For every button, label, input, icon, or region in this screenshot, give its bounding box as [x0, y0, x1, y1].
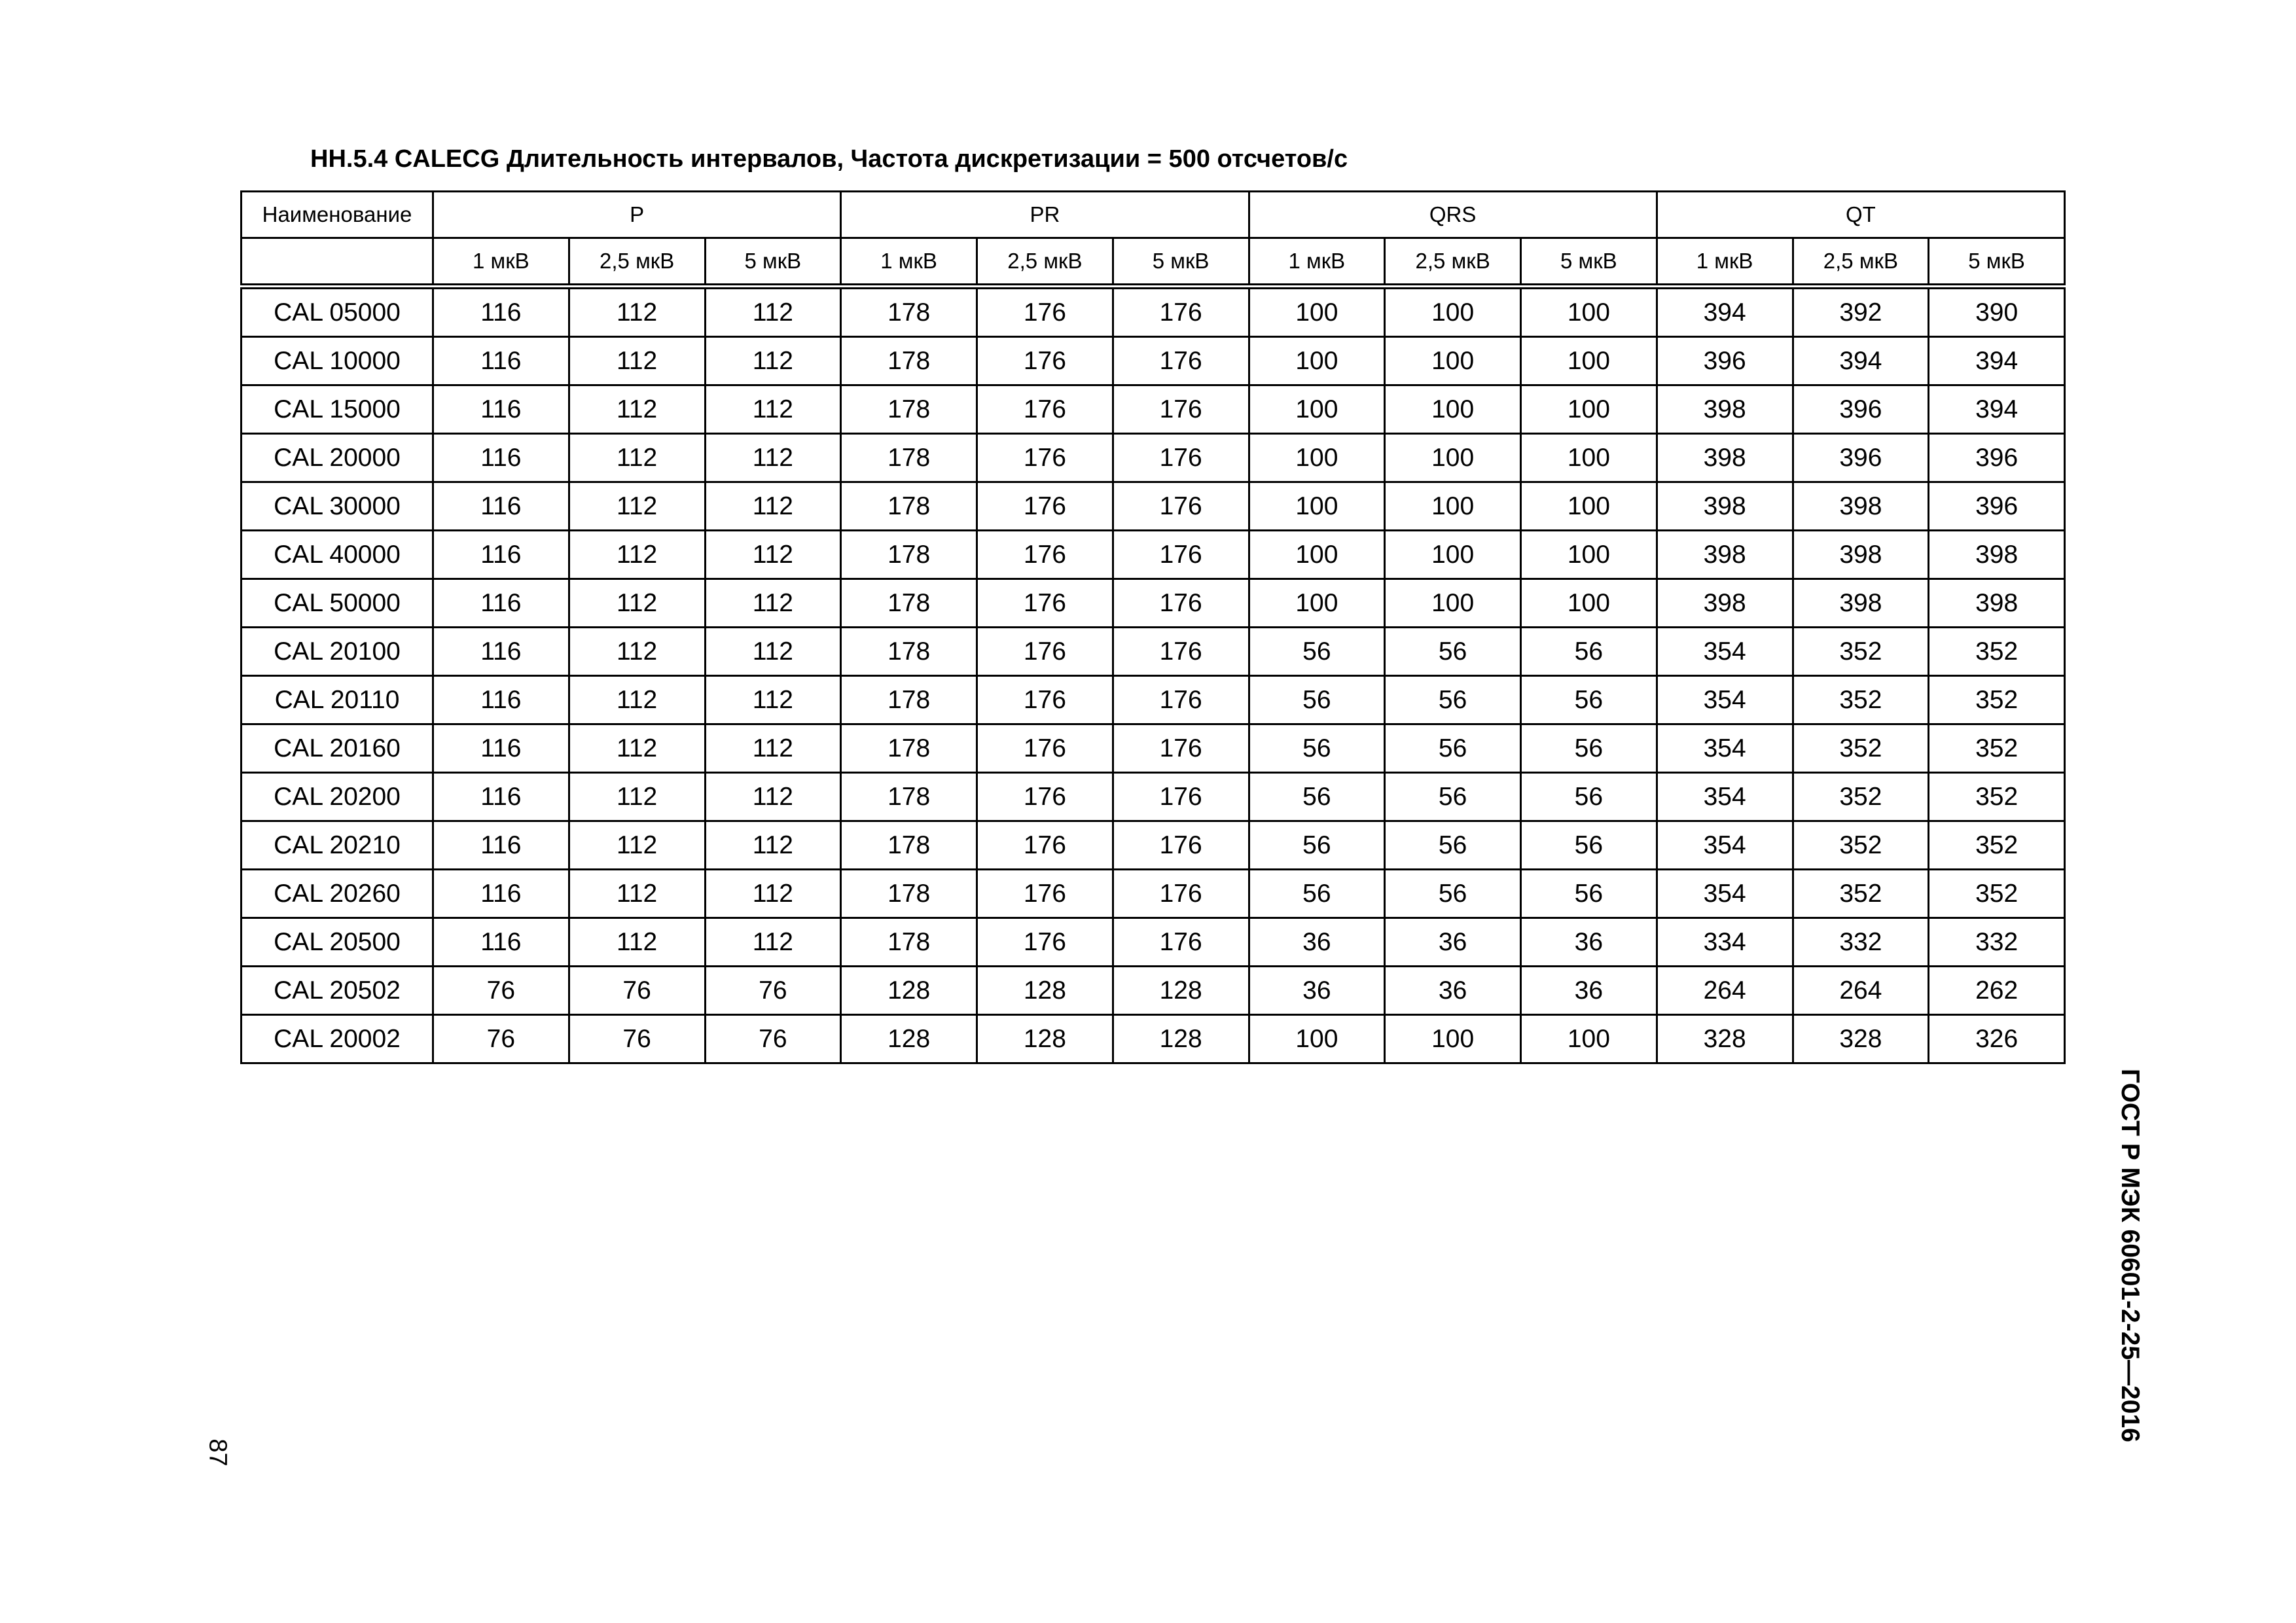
- value-cell: 178: [841, 579, 977, 628]
- value-cell: 176: [977, 337, 1113, 385]
- row-name-cell: CAL 20210: [242, 821, 433, 870]
- row-name-cell: CAL 40000: [242, 531, 433, 579]
- value-cell: 352: [1793, 724, 1929, 773]
- value-cell: 332: [1793, 918, 1929, 967]
- value-cell: 354: [1657, 628, 1793, 676]
- interval-duration-table: [240, 190, 2066, 1064]
- table-caption: HH.5.4 CALECG Длительность интервалов, Частота дискретизации = 500 отсчетов/с: [310, 145, 1348, 173]
- value-cell: 112: [705, 531, 841, 579]
- value-cell: 116: [433, 579, 569, 628]
- value-cell: 176: [977, 918, 1113, 967]
- value-cell: 398: [1657, 434, 1793, 482]
- value-cell: 100: [1249, 579, 1385, 628]
- value-cell: 176: [977, 628, 1113, 676]
- row-name-cell: CAL 20200: [242, 773, 433, 821]
- subheader-row: [242, 238, 2065, 287]
- value-cell: 352: [1929, 821, 2065, 870]
- subheader-cell: 2,5 мкВ: [977, 238, 1113, 287]
- value-cell: 56: [1521, 773, 1657, 821]
- value-cell: 354: [1657, 676, 1793, 724]
- value-cell: 398: [1793, 531, 1929, 579]
- value-cell: 112: [705, 434, 841, 482]
- value-cell: 128: [1113, 1015, 1249, 1063]
- value-cell: 100: [1521, 337, 1657, 385]
- value-cell: 112: [569, 434, 705, 482]
- row-name-cell: CAL 20500: [242, 918, 433, 967]
- value-cell: 178: [841, 724, 977, 773]
- value-cell: 390: [1929, 287, 2065, 337]
- value-cell: 262: [1929, 967, 2065, 1015]
- value-cell: 116: [433, 434, 569, 482]
- value-cell: 112: [569, 918, 705, 967]
- value-cell: 398: [1657, 385, 1793, 434]
- subheader-cell: 5 мкВ: [1521, 238, 1657, 287]
- value-cell: 116: [433, 337, 569, 385]
- value-cell: 100: [1521, 1015, 1657, 1063]
- value-cell: 100: [1521, 531, 1657, 579]
- value-cell: 116: [433, 385, 569, 434]
- table-row: [242, 724, 2065, 773]
- value-cell: 112: [705, 579, 841, 628]
- value-cell: 398: [1793, 482, 1929, 531]
- value-cell: 176: [977, 434, 1113, 482]
- value-cell: 352: [1929, 773, 2065, 821]
- value-cell: 354: [1657, 821, 1793, 870]
- group-header-row: [242, 192, 2065, 238]
- value-cell: 352: [1793, 628, 1929, 676]
- value-cell: 100: [1249, 385, 1385, 434]
- row-name-cell: CAL 20160: [242, 724, 433, 773]
- value-cell: 116: [433, 287, 569, 337]
- value-cell: 112: [705, 821, 841, 870]
- table-row: [242, 531, 2065, 579]
- value-cell: 112: [569, 628, 705, 676]
- value-cell: 56: [1521, 628, 1657, 676]
- value-cell: 178: [841, 434, 977, 482]
- value-cell: 178: [841, 482, 977, 531]
- value-cell: 76: [705, 967, 841, 1015]
- value-cell: 178: [841, 385, 977, 434]
- value-cell: 176: [977, 773, 1113, 821]
- value-cell: 394: [1793, 337, 1929, 385]
- value-cell: 100: [1385, 531, 1521, 579]
- value-cell: 176: [1113, 676, 1249, 724]
- value-cell: 398: [1929, 579, 2065, 628]
- value-cell: 116: [433, 482, 569, 531]
- value-cell: 176: [977, 531, 1113, 579]
- value-cell: 100: [1249, 482, 1385, 531]
- value-cell: 56: [1521, 676, 1657, 724]
- row-name-cell: CAL 20100: [242, 628, 433, 676]
- value-cell: 176: [1113, 773, 1249, 821]
- value-cell: 100: [1249, 1015, 1385, 1063]
- value-cell: 176: [1113, 918, 1249, 967]
- value-cell: 100: [1521, 579, 1657, 628]
- value-cell: 100: [1249, 337, 1385, 385]
- value-cell: 100: [1521, 287, 1657, 337]
- value-cell: 112: [705, 482, 841, 531]
- row-name-cell: CAL 20002: [242, 1015, 433, 1063]
- value-cell: 112: [705, 287, 841, 337]
- value-cell: 76: [705, 1015, 841, 1063]
- value-cell: 100: [1249, 434, 1385, 482]
- value-cell: 328: [1793, 1015, 1929, 1063]
- table-row: [242, 1015, 2065, 1063]
- value-cell: 352: [1793, 821, 1929, 870]
- value-cell: 100: [1385, 434, 1521, 482]
- value-cell: 116: [433, 870, 569, 918]
- value-cell: 100: [1385, 1015, 1521, 1063]
- value-cell: 36: [1249, 967, 1385, 1015]
- value-cell: 76: [433, 1015, 569, 1063]
- value-cell: 100: [1385, 579, 1521, 628]
- value-cell: 176: [977, 482, 1113, 531]
- value-cell: 176: [977, 724, 1113, 773]
- table-row: [242, 628, 2065, 676]
- value-cell: 112: [705, 724, 841, 773]
- value-cell: 176: [1113, 724, 1249, 773]
- value-cell: 112: [705, 918, 841, 967]
- value-cell: 178: [841, 773, 977, 821]
- value-cell: 112: [569, 676, 705, 724]
- table-row: [242, 434, 2065, 482]
- value-cell: 264: [1657, 967, 1793, 1015]
- subheader-cell: 5 мкВ: [1113, 238, 1249, 287]
- value-cell: 56: [1385, 676, 1521, 724]
- row-name-cell: CAL 50000: [242, 579, 433, 628]
- value-cell: 352: [1929, 870, 2065, 918]
- value-cell: 352: [1793, 676, 1929, 724]
- value-cell: 76: [569, 1015, 705, 1063]
- value-cell: 176: [977, 385, 1113, 434]
- table-row: [242, 870, 2065, 918]
- value-cell: 116: [433, 531, 569, 579]
- value-cell: 354: [1657, 773, 1793, 821]
- value-cell: 56: [1249, 821, 1385, 870]
- value-cell: 176: [977, 579, 1113, 628]
- table-row: [242, 579, 2065, 628]
- value-cell: 76: [569, 967, 705, 1015]
- page-number: 87: [204, 1438, 232, 1467]
- value-cell: 396: [1929, 434, 2065, 482]
- value-cell: 354: [1657, 870, 1793, 918]
- value-cell: 178: [841, 918, 977, 967]
- value-cell: 56: [1385, 821, 1521, 870]
- subheader-cell: 5 мкВ: [1929, 238, 2065, 287]
- value-cell: 176: [1113, 821, 1249, 870]
- group-header-p: P: [433, 192, 841, 238]
- value-cell: 112: [569, 337, 705, 385]
- value-cell: 178: [841, 676, 977, 724]
- value-cell: 112: [569, 287, 705, 337]
- value-cell: 36: [1385, 918, 1521, 967]
- value-cell: 396: [1657, 337, 1793, 385]
- value-cell: 100: [1249, 531, 1385, 579]
- value-cell: 100: [1385, 337, 1521, 385]
- value-cell: 56: [1249, 773, 1385, 821]
- value-cell: 176: [977, 676, 1113, 724]
- value-cell: 112: [569, 821, 705, 870]
- value-cell: 176: [1113, 870, 1249, 918]
- value-cell: 36: [1385, 967, 1521, 1015]
- value-cell: 100: [1521, 385, 1657, 434]
- value-cell: 112: [569, 773, 705, 821]
- value-cell: 100: [1385, 385, 1521, 434]
- value-cell: 352: [1929, 628, 2065, 676]
- value-cell: 178: [841, 821, 977, 870]
- value-cell: 100: [1385, 482, 1521, 531]
- value-cell: 56: [1385, 628, 1521, 676]
- value-cell: 178: [841, 337, 977, 385]
- row-name-cell: CAL 05000: [242, 287, 433, 337]
- value-cell: 112: [569, 385, 705, 434]
- value-cell: 112: [569, 482, 705, 531]
- value-cell: 178: [841, 531, 977, 579]
- value-cell: 56: [1521, 724, 1657, 773]
- value-cell: 176: [1113, 385, 1249, 434]
- table-row: [242, 337, 2065, 385]
- value-cell: 116: [433, 724, 569, 773]
- value-cell: 100: [1521, 434, 1657, 482]
- subheader-cell: 1 мкВ: [841, 238, 977, 287]
- value-cell: 176: [1113, 434, 1249, 482]
- row-name-cell: CAL 20260: [242, 870, 433, 918]
- value-cell: 128: [841, 1015, 977, 1063]
- value-cell: 56: [1249, 724, 1385, 773]
- value-cell: 396: [1929, 482, 2065, 531]
- subheader-cell: 2,5 мкВ: [1793, 238, 1929, 287]
- name-column-header: Наименование: [242, 192, 433, 238]
- row-name-cell: CAL 20110: [242, 676, 433, 724]
- value-cell: 354: [1657, 724, 1793, 773]
- value-cell: 36: [1521, 918, 1657, 967]
- value-cell: 264: [1793, 967, 1929, 1015]
- value-cell: 56: [1385, 870, 1521, 918]
- value-cell: 112: [569, 579, 705, 628]
- table-body: [242, 287, 2065, 1063]
- value-cell: 396: [1793, 434, 1929, 482]
- value-cell: 100: [1521, 482, 1657, 531]
- value-cell: 56: [1249, 676, 1385, 724]
- value-cell: 352: [1929, 676, 2065, 724]
- value-cell: 176: [1113, 628, 1249, 676]
- group-header-qt: QT: [1657, 192, 2064, 238]
- value-cell: 128: [977, 967, 1113, 1015]
- value-cell: 112: [569, 724, 705, 773]
- table-row: [242, 821, 2065, 870]
- value-cell: 332: [1929, 918, 2065, 967]
- value-cell: 398: [1793, 579, 1929, 628]
- value-cell: 112: [705, 385, 841, 434]
- value-cell: 116: [433, 628, 569, 676]
- table-row: [242, 385, 2065, 434]
- value-cell: 56: [1385, 773, 1521, 821]
- value-cell: 56: [1385, 724, 1521, 773]
- group-header-qrs: QRS: [1249, 192, 1657, 238]
- value-cell: 128: [841, 967, 977, 1015]
- value-cell: 112: [705, 773, 841, 821]
- value-cell: 36: [1249, 918, 1385, 967]
- value-cell: 100: [1385, 287, 1521, 337]
- value-cell: 178: [841, 628, 977, 676]
- value-cell: 176: [977, 821, 1113, 870]
- value-cell: 116: [433, 676, 569, 724]
- table-row: [242, 676, 2065, 724]
- value-cell: 352: [1929, 724, 2065, 773]
- value-cell: 398: [1657, 579, 1793, 628]
- value-cell: 128: [1113, 967, 1249, 1015]
- group-header-pr: PR: [841, 192, 1249, 238]
- value-cell: 176: [1113, 579, 1249, 628]
- value-cell: 176: [977, 870, 1113, 918]
- value-cell: 396: [1793, 385, 1929, 434]
- value-cell: 116: [433, 821, 569, 870]
- document-standard-title: ГОСТ Р МЭК 60601-2-25—2016: [2116, 1069, 2144, 1442]
- value-cell: 100: [1249, 287, 1385, 337]
- value-cell: 56: [1521, 821, 1657, 870]
- value-cell: 394: [1929, 385, 2065, 434]
- value-cell: 56: [1521, 870, 1657, 918]
- table-row: [242, 967, 2065, 1015]
- value-cell: 112: [705, 337, 841, 385]
- value-cell: 76: [433, 967, 569, 1015]
- subheader-cell: 1 мкВ: [1657, 238, 1793, 287]
- value-cell: 176: [1113, 482, 1249, 531]
- table-row: [242, 773, 2065, 821]
- value-cell: 116: [433, 918, 569, 967]
- row-name-cell: CAL 15000: [242, 385, 433, 434]
- value-cell: 176: [1113, 287, 1249, 337]
- table-row: [242, 287, 2065, 337]
- value-cell: 394: [1929, 337, 2065, 385]
- value-cell: 326: [1929, 1015, 2065, 1063]
- row-name-cell: CAL 20502: [242, 967, 433, 1015]
- value-cell: 112: [705, 870, 841, 918]
- subheader-empty: [242, 238, 433, 287]
- value-cell: 56: [1249, 628, 1385, 676]
- table-row: [242, 918, 2065, 967]
- value-cell: 176: [977, 287, 1113, 337]
- value-cell: 112: [705, 628, 841, 676]
- value-cell: 36: [1521, 967, 1657, 1015]
- value-cell: 112: [569, 531, 705, 579]
- value-cell: 178: [841, 287, 977, 337]
- value-cell: 352: [1793, 870, 1929, 918]
- value-cell: 328: [1657, 1015, 1793, 1063]
- row-name-cell: CAL 30000: [242, 482, 433, 531]
- value-cell: 128: [977, 1015, 1113, 1063]
- row-name-cell: CAL 10000: [242, 337, 433, 385]
- row-name-cell: CAL 20000: [242, 434, 433, 482]
- value-cell: 112: [705, 676, 841, 724]
- value-cell: 56: [1249, 870, 1385, 918]
- value-cell: 176: [1113, 531, 1249, 579]
- value-cell: 352: [1793, 773, 1929, 821]
- subheader-cell: 2,5 мкВ: [1385, 238, 1521, 287]
- value-cell: 112: [569, 870, 705, 918]
- value-cell: 392: [1793, 287, 1929, 337]
- subheader-cell: 1 мкВ: [433, 238, 569, 287]
- table-row: [242, 482, 2065, 531]
- value-cell: 116: [433, 773, 569, 821]
- subheader-cell: 2,5 мкВ: [569, 238, 705, 287]
- value-cell: 398: [1929, 531, 2065, 579]
- value-cell: 176: [1113, 337, 1249, 385]
- value-cell: 178: [841, 870, 977, 918]
- value-cell: 398: [1657, 531, 1793, 579]
- value-cell: 394: [1657, 287, 1793, 337]
- subheader-cell: 5 мкВ: [705, 238, 841, 287]
- value-cell: 334: [1657, 918, 1793, 967]
- subheader-cell: 1 мкВ: [1249, 238, 1385, 287]
- value-cell: 398: [1657, 482, 1793, 531]
